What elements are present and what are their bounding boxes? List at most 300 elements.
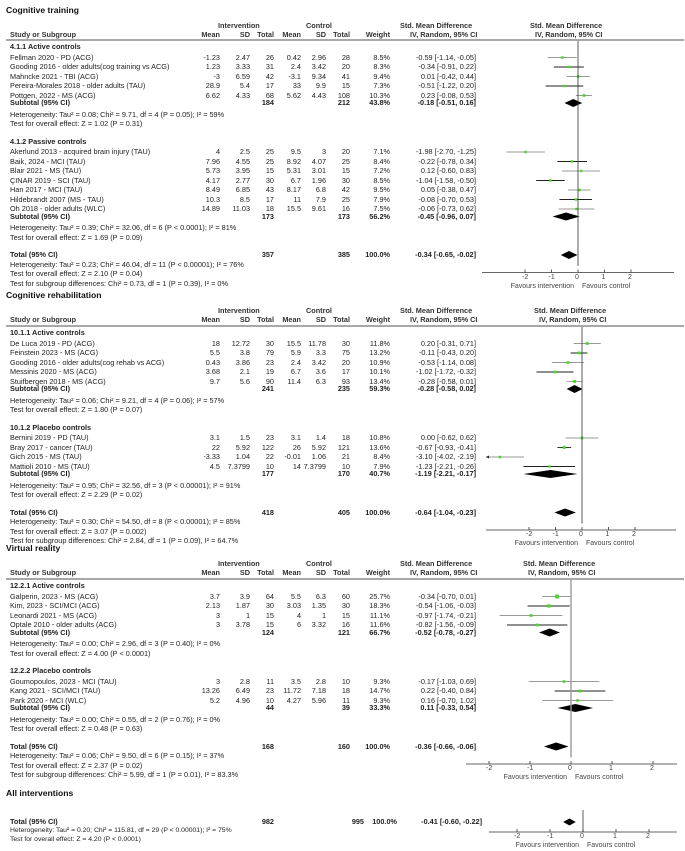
study-name: Blair 2021 - MS (TAU) [10,166,82,175]
smd-ci: 0.01 [-0.42, 0.44] [420,71,476,81]
intervention-mean: 8.49 [205,185,220,194]
intervention-total: 11 [266,676,274,686]
intervention-total: 19 [265,367,274,376]
control-mean: 11.4 [287,376,301,386]
control-mean: 5.9 [290,348,301,357]
method-plot-header: IV, Random, 95% CI [539,315,607,324]
control-sd: 3.32 [311,620,326,629]
pooled-estimate-diamond [567,385,583,393]
smd-header: Std. Mean Difference [400,559,473,568]
intervention-sd: 2.5 [239,147,250,156]
study-name: Gich 2015 - MS (TAU) [10,452,82,461]
point-estimate-marker [530,614,533,617]
study-name: Pottgen, 2022 - MS (ACG) [10,90,96,100]
control-sd: 1 [321,610,326,620]
favours-intervention-label: Favours intervention [503,774,567,781]
intervention-sd: 3.78 [235,620,250,629]
method-header: IV, Random, 95% CI [410,30,478,39]
control-total: 10 [341,461,350,471]
intervention-sd: 1.87 [235,601,250,610]
study-name: ÇINAR 2019 - SCI (TAU) [10,175,91,185]
control-sd: 3.01 [311,166,326,175]
intervention-mean: 1.23 [205,62,220,71]
pooled-estimate-diamond [564,99,582,107]
heterogeneity-text: Heterogeneity: Tau² = 0.39; Chi² = 32.06, df = 6 (P < 0.0001); I² = 81% [10,223,237,232]
control-total: 995 [351,817,364,826]
intervention-total: 241 [261,384,274,393]
control-total: 41 [341,71,350,81]
subtotal-label: Subtotal (95% CI) [10,211,70,221]
intervention-total: 64 [265,591,274,601]
control-total: 20 [341,357,350,367]
intervention-total: 357 [261,250,274,259]
intervention-mean: 6.62 [205,90,220,100]
intervention-sd: 4.55 [235,156,250,166]
total-header: Total [333,315,350,324]
study-header: Study or Subgroup [10,30,77,39]
intervention-header: Intervention [218,559,260,568]
intervention-mean: 18 [211,338,220,348]
weight: 100.0% [365,741,390,751]
total-heterogeneity-text: Heterogeneity: Tau² = 0.06; Chi² = 9.50, df = 6 (P = 0.15); I² = 37% [10,751,225,760]
overall-effect-text: Test for overall effect: Z = 1.69 (P = 0.09) [10,232,143,242]
smd-ci: -0.54 [-1.06, -0.03] [415,601,476,610]
intervention-sd: 2.47 [235,52,250,62]
favours-control-label: Favours control [575,774,624,781]
weight: 8.5% [373,52,390,62]
weight: 9.3% [373,695,390,705]
control-sd: 1.06 [311,452,326,461]
study-name: De Luca 2019 - PD (ACG) [10,338,95,348]
sd-header: SD [315,568,326,577]
overall-effect-text: Test for overall effect: Z = 4.20 (P < 0.0001) [10,836,141,843]
control-total: 20 [341,62,350,71]
intervention-total: 122 [261,442,274,452]
weight: 56.2% [369,211,390,221]
intervention-sd: 6.59 [235,71,250,81]
control-sd: 7.9 [315,194,326,204]
subgroup-title: 12.2.2 Placebo controls [10,666,92,675]
x-tick-label: 1 [613,833,617,840]
weight: 7.3% [373,81,390,90]
heterogeneity-text: Heterogeneity: Tau² = 0.95; Chi² = 32.56, df = 3 (P < 0.00001); I² = 91% [10,480,241,490]
study-name: Park 2020 - MCI (WLC) [10,695,87,705]
control-total: 235 [337,384,350,393]
control-mean: 3.1 [290,433,301,442]
weight: 10.1% [369,367,390,376]
control-mean: 33 [292,81,301,90]
smd-ci: -0.82 [-1.56, -0.09] [415,620,476,629]
control-mean: 26 [292,442,301,452]
weight: 100.0% [365,507,390,517]
smd-ci: -0.97 [-1.74, -0.21] [415,610,476,620]
study-name: Baik, 2024 - MCI (TAU) [10,156,86,166]
intervention-total: 10 [265,461,274,471]
intervention-mean: 3 [215,676,220,686]
pooled-estimate-diamond [554,509,575,517]
intervention-mean: 3.68 [205,367,220,376]
control-total: 15 [341,81,350,90]
pooled-estimate-diamond [563,819,576,826]
study-name: Hildebrandt 2007 (MS - TAU) [10,194,104,204]
control-total: 93 [341,376,350,386]
smd-ci: 0.23 [-0.08, 0.53] [420,90,476,100]
control-header: Control [306,559,332,568]
overall-effect-text: Test for overall effect: Z = 1.80 (P = 0.07) [10,405,143,414]
x-tick-label: 0 [579,531,583,538]
point-estimate-marker [573,380,576,383]
total-label: Total (95% CI) [10,817,58,826]
study-name: Goumopoulos, 2023 - MCI (TAU) [10,676,117,686]
smd-ci: -1.23 [-2.21, -0.26] [415,461,476,471]
total-label: Total (95% CI) [10,250,58,259]
intervention-sd: 3.95 [235,166,250,175]
study-name: Akerlund 2013 - acquired brain injury (TAU) [10,147,151,156]
study-header: Study or Subgroup [10,568,77,577]
x-tick-label: 2 [650,765,654,772]
control-total: 18 [341,686,350,695]
intervention-mean: 7.96 [205,156,220,166]
point-estimate-marker [563,680,566,683]
intervention-sd: 6.85 [235,185,250,194]
study-name: Leonardi 2021 - MS (ACG) [10,610,97,620]
weight: 8.3% [373,62,390,71]
subgroup-title: 12.2.1 Active controls [10,581,85,590]
control-total: 39 [341,703,350,712]
intervention-total: 17 [265,81,274,90]
control-total: 16 [341,620,350,629]
control-total: 15 [341,610,350,620]
point-estimate-marker [567,361,570,364]
intervention-sd: 3.86 [235,357,250,367]
control-sd: 2.96 [311,52,326,62]
heterogeneity-text: Heterogeneity: Tau² = 0.00; Chi² = 0.55, df = 2 (P = 0.76); I² = 0% [10,714,221,724]
pooled-estimate-diamond [544,743,569,751]
total-label: Total (95% CI) [10,741,58,751]
control-sd: 9.34 [311,71,326,81]
control-sd: 1.4 [315,433,326,442]
subtotal-label: Subtotal (95% CI) [10,469,70,478]
control-total: 42 [341,185,350,194]
weight: 18.3% [369,601,390,610]
control-total: 21 [341,452,350,461]
overall-effect-text: Test for overall effect: Z = 0.48 (P = 0.63) [10,724,143,733]
intervention-total: 418 [261,507,274,517]
weight: 7.2% [373,166,390,175]
intervention-mean: -3.33 [203,452,220,461]
intervention-mean: 4 [215,147,220,156]
point-estimate-marker [563,85,565,87]
smd-plot-header: Std. Mean Difference [534,306,607,315]
intervention-sd: 2.1 [239,367,250,376]
subtotal-label: Subtotal (95% CI) [10,703,70,712]
weight: 11.8% [369,338,390,348]
favours-intervention-label: Favours intervention [515,842,579,849]
point-estimate-marker [586,342,589,345]
subgroup-differences-text: Test for subgroup differences: Chi² = 0.73, df = 1 (P = 0.39), I² = 0% [10,278,228,288]
total-label: Total (95% CI) [10,507,58,517]
intervention-total: 26 [265,52,274,62]
heterogeneity-text: Heterogeneity: Tau² = 0.20; Chi² = 115.81, df = 29 (P < 0.00001); I² = 75% [10,827,232,834]
control-sd: 3.3 [315,348,326,357]
study-name: Gooding 2016 - older adults(cog rehab vs ACG) [10,357,165,367]
subtotal-label: Subtotal (95% CI) [10,98,70,107]
overall-effect-text: Test for overall effect: Z = 4.00 (P < 0.0001) [10,648,151,658]
point-estimate-marker [549,179,552,182]
control-header: Control [306,306,332,315]
smd-ci: -0.06 [-0.73, 0.62] [418,204,476,213]
weight: 13.4% [369,376,390,386]
x-tick-label: -2 [486,765,493,772]
x-tick-label: -1 [552,531,559,538]
control-mean: 6 [296,620,301,629]
smd-ci: 0.11 [-0.33, 0.54] [420,703,476,712]
section-title: Virtual reality [6,543,61,553]
total-header: Total [333,30,350,39]
x-tick-label: -1 [547,833,554,840]
subgroup-differences-text: Test for subgroup differences: Chi² = 2.84, df = 1 (P = 0.09), I² = 64.7% [10,536,239,545]
study-name: Mattioli 2010 - MS (TAU) [10,461,90,471]
intervention-sd: 6.49 [235,686,250,695]
point-estimate-marker [576,699,579,702]
smd-ci: -0.45 [-0.96, 0.07] [417,211,476,221]
smd-ci: 0.00 [-0.62, 0.62] [420,433,476,442]
study-name: Mahncke 2021 - TBI (ACG) [10,71,99,81]
weight-header: Weight [365,30,390,39]
weight: 13.2% [369,348,390,357]
intervention-mean: 3.7 [209,591,220,601]
smd-ci: -3.10 [-4.02, -2.19] [415,452,476,461]
weight: 9.3% [373,676,390,686]
control-mean: -3.1 [288,71,301,81]
mean-header: Mean [282,568,301,577]
smd-ci: -0.51 [-1.22, 0.20] [418,81,476,90]
control-mean: 11.72 [283,686,301,695]
section-title: Cognitive training [6,5,80,15]
control-total: 17 [341,367,350,376]
intervention-total: 23 [265,357,274,367]
weight: 25.7% [369,591,390,601]
weight: 8.5% [373,175,390,185]
intervention-mean: 14.89 [201,204,220,213]
total-heterogeneity-text: Heterogeneity: Tau² = 0.23; Chi² = 46.04, df = 11 (P < 0.00001); I² = 76% [10,259,244,269]
point-estimate-marker [524,151,526,153]
point-estimate-marker [568,66,570,68]
intervention-sd: 4.33 [235,90,250,100]
intervention-sd: 1 [245,610,250,620]
point-estimate-marker [548,465,550,467]
intervention-total: 15 [265,166,274,175]
weight: 8.4% [373,452,390,461]
study-name: Gooding 2016 - older adults(cog training vs ACG) [10,62,170,71]
intervention-mean: 0.43 [205,357,220,367]
intervention-sd: 3.33 [235,62,250,71]
smd-ci: -0.36 [-0.66, -0.06] [415,741,476,751]
control-mean: 8.17 [286,185,301,194]
x-tick-label: 0 [575,273,579,281]
subgroup-title: 10.1.2 Placebo controls [10,422,92,432]
control-mean: 2.4 [290,62,301,71]
intervention-mean: -3 [213,71,220,81]
weight: 13.6% [369,442,390,452]
weight: 10.8% [369,433,390,442]
weight: 9.5% [373,185,390,194]
mean-header: Mean [282,30,301,39]
weight-header: Weight [365,315,390,324]
intervention-total: 10 [265,695,274,705]
smd-header: Std. Mean Difference [400,306,473,315]
control-sd: 4.07 [311,156,326,166]
weight: 8.4% [373,156,390,166]
smd-ci: -1.04 [-1.58, -0.50] [415,175,476,185]
smd-header: Std. Mean Difference [400,21,473,30]
smd-ci: 0.05 [-0.38, 0.47] [420,185,476,194]
intervention-total: 68 [265,90,274,100]
x-tick-label: -2 [522,273,529,281]
control-total: 25 [341,156,350,166]
smd-ci: -1.02 [-1.72, -0.32] [415,367,476,376]
intervention-total: 23 [265,686,274,695]
favours-intervention-label: Favours intervention [510,282,574,290]
intervention-mean: 5.2 [209,695,220,705]
control-total: 18 [341,433,350,442]
weight: 33.3% [369,703,390,712]
x-tick-label: -2 [526,531,533,538]
smd-ci: -1.98 [-2.70, -1.25] [415,147,476,156]
control-sd: 3.42 [311,357,326,367]
intervention-sd: 11.03 [232,204,250,213]
control-sd: 3.42 [311,62,326,71]
point-estimate-marker [554,371,557,374]
intervention-total: 79 [265,348,274,357]
intervention-mean: 3.1 [209,433,220,442]
intervention-mean: 28.9 [205,81,220,90]
control-total: 108 [337,90,350,100]
x-tick-label: 2 [632,531,636,538]
intervention-mean: 4.17 [205,175,220,185]
smd-ci: -0.52 [-0.78, -0.27] [415,627,476,637]
method-plot-header: IV, Random, 95% CI [535,30,603,39]
overall-effect-text: Test for overall effect: Z = 2.29 (P = 0.02) [10,490,143,499]
control-sd: 7.18 [311,686,326,695]
subtotal-label: Subtotal (95% CI) [10,384,70,393]
control-mean: 5.5 [290,591,301,601]
control-total: 212 [337,98,350,107]
smd-ci: -1.19 [-2.21, -0.17] [415,469,476,478]
control-mean: 9.5 [290,147,301,156]
intervention-sd: 2.77 [235,175,250,185]
favours-control-label: Favours control [587,842,636,849]
subtotal-label: Subtotal (95% CI) [10,627,70,637]
weight: 9.4% [373,71,390,81]
pooled-estimate-diamond [523,470,577,478]
smd-plot-header: Std. Mean Difference [523,559,596,568]
intervention-total: 42 [265,71,274,81]
control-total: 60 [341,591,350,601]
smd-ci: -0.28 [-0.58, 0.02] [417,384,476,393]
control-sd: 3.6 [315,367,326,376]
control-mean: 11 [293,194,301,204]
control-sd: 9.9 [315,81,326,90]
study-name: Feinstein 2023 - MS (ACG) [10,348,98,357]
control-mean: 0.42 [286,52,301,62]
point-estimate-marker [578,189,581,192]
control-sd: 1.35 [311,601,326,610]
control-mean: 2.4 [290,357,301,367]
control-mean: 3.03 [286,601,301,610]
point-estimate-marker [578,352,581,355]
study-name: Han 2017 - MCI (TAU) [10,185,83,194]
x-tick-label: -1 [548,273,555,281]
smd-ci: -0.53 [-1.14, 0.08] [418,357,476,367]
weight: 7.9% [373,194,390,204]
weight: 7.1% [373,147,390,156]
intervention-sd: 4.96 [235,695,250,705]
control-mean: 15.5 [286,204,301,213]
control-total: 10 [341,676,350,686]
weight-header: Weight [365,568,390,577]
control-total: 30 [341,601,350,610]
header-rule [6,325,684,327]
intervention-total: 22 [265,452,274,461]
study-header: Study or Subgroup [10,315,77,324]
method-header: IV, Random, 95% CI [410,315,478,324]
control-sd: 6.8 [315,185,326,194]
intervention-header: Intervention [218,306,260,315]
total-overall-effect-text: Test for overall effect: Z = 2.37 (P = 0.02) [10,760,143,770]
intervention-total: 982 [261,817,274,826]
control-total: 28 [341,52,350,62]
point-estimate-marker [561,56,564,59]
control-total: 30 [341,338,350,348]
smd-ci: 0.22 [-0.40, 0.84] [420,686,476,695]
x-tick-label: 2 [646,833,650,840]
control-sd: 2.8 [315,676,326,686]
pooled-estimate-diamond [553,213,580,221]
overall-effect-text: Test for overall effect: Z = 1.02 (P = 0.31) [10,119,143,128]
sd-header: SD [239,315,250,324]
control-total: 173 [337,211,350,221]
smd-ci: -0.28 [-0.58, 0.01] [418,376,476,386]
total-header: Total [257,568,274,577]
control-mean: 5.31 [286,166,301,175]
intervention-total: 30 [265,175,274,185]
subgroup-title: 10.1.1 Active controls [10,328,85,337]
control-mean: 4.27 [286,695,301,705]
point-estimate-marker [536,624,539,627]
arrow-left-icon [486,456,489,459]
point-estimate-marker [579,689,582,692]
control-total: 405 [337,507,350,517]
control-sd: 11.78 [308,338,326,348]
weight: 40.7% [369,469,390,478]
weight: 10.9% [369,357,390,367]
intervention-total: 177 [261,469,274,478]
intervention-total: 173 [261,211,274,221]
section-title: Cognitive rehabilitation [6,290,102,300]
pooled-estimate-diamond [557,704,593,712]
intervention-mean: 3 [215,610,220,620]
favours-control-label: Favours control [586,540,635,547]
control-sd: 9.61 [311,204,326,213]
smd-ci: 0.12 [-0.60, 0.83] [420,166,476,175]
method-plot-header: IV, Random, 95% CI [528,568,596,577]
smd-ci: -0.59 [-1.14, -0.05] [415,52,476,62]
smd-ci: -0.18 [-0.51, 0.16] [417,98,476,107]
point-estimate-marker [580,170,582,172]
study-name: Bernini 2019 - PD (TAU) [10,433,89,442]
subgroup-differences-text: Test for subgroup differences: Chi² = 5.99, df = 1 (P = 0.01), I² = 83.3% [10,770,239,779]
